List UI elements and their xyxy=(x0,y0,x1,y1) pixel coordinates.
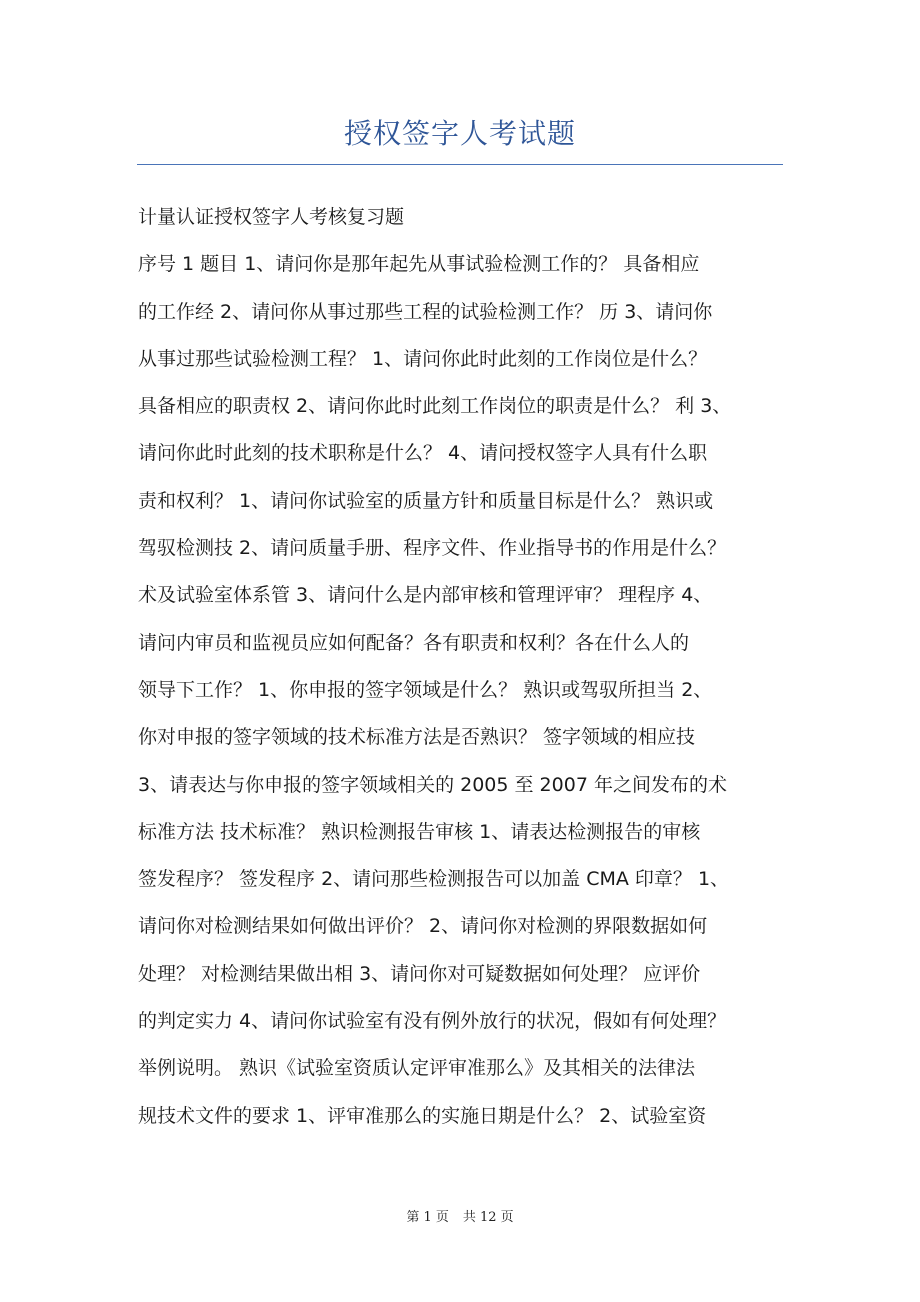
body-line: 从事过那些试验检测工程？ 1、请问你此时此刻的工作岗位是什么？ xyxy=(138,347,708,370)
page-total: 共 12 页 xyxy=(462,1210,514,1225)
body-line: 规技术文件的要求 1、评审准那么的实施日期是什么？ 2、试验室资 xyxy=(138,1104,707,1127)
body-line: 请问你对检测结果如何做出评价？ 2、请问你对检测的界限数据如何 xyxy=(138,915,708,938)
body-line: 你对申报的签字领域的技术标准方法是否熟识？ 签字领域的相应技 xyxy=(138,726,696,749)
document-title: 授权签字人考试题 xyxy=(343,117,576,150)
body-line: 序号 1 题目 1、请问你是那年起先从事试验检测工作的？ 具备相应 xyxy=(138,253,700,276)
body-line: 术及试验室体系管 3、请问什么是内部审核和管理评审？ 理程序 4、 xyxy=(138,584,713,607)
body-line: 处理？ 对检测结果做出相 3、请问你对可疑数据如何处理？ 应评价 xyxy=(138,962,701,985)
document-body xyxy=(138,194,788,1140)
body-line: 举例说明。 熟识《试验室资质认定评审准那么》及其相关的法律法 xyxy=(138,1057,696,1080)
body-line: 责和权利？ 1、请问你试验室的质量方针和质量目标是什么？ 熟识或 xyxy=(138,489,714,512)
body-line: 3、请表达与你申报的签字领域相关的 2005 至 2007 年之间发布的术 xyxy=(138,773,727,796)
body-line: 驾驭检测技 2、请问质量手册、程序文件、作业指导书的作用是什么？ xyxy=(138,537,727,560)
body-line: 请问内审员和监视员应如何配备？各有职责和权利？各在什么人的 xyxy=(138,631,690,654)
body-line: 具备相应的职责权 2、请问你此时此刻工作岗位的职责是什么？ 利 3、 xyxy=(138,395,732,418)
page-number: 第 1 页 xyxy=(406,1210,449,1225)
title-underline xyxy=(137,164,783,165)
body-line: 领导下工作？ 1、你申报的签字领域是什么？ 熟识或驾驭所担当 2、 xyxy=(138,678,713,701)
body-line: 签发程序？ 签发程序 2、请问那些检测报告可以加盖 CMA 印章？ 1、 xyxy=(138,868,730,891)
page-footer xyxy=(0,1206,920,1225)
body-line: 的判定实力 4、请问你试验室有没有例外放行的状况，假如有何处理？ xyxy=(138,1010,727,1033)
body-line: 的工作经 2、请问你从事过那些工程的试验检测工作？ 历 3、请问你 xyxy=(138,300,713,323)
body-line: 请问你此时此刻的技术职称是什么？ 4、请问授权签字人具有什么职 xyxy=(138,442,708,465)
body-line: 标准方法 技术标准？ 熟识检测报告审核 1、请表达检测报告的审核 xyxy=(138,820,701,843)
document-subtitle: 计量认证授权签字人考核复习题 xyxy=(138,206,405,228)
